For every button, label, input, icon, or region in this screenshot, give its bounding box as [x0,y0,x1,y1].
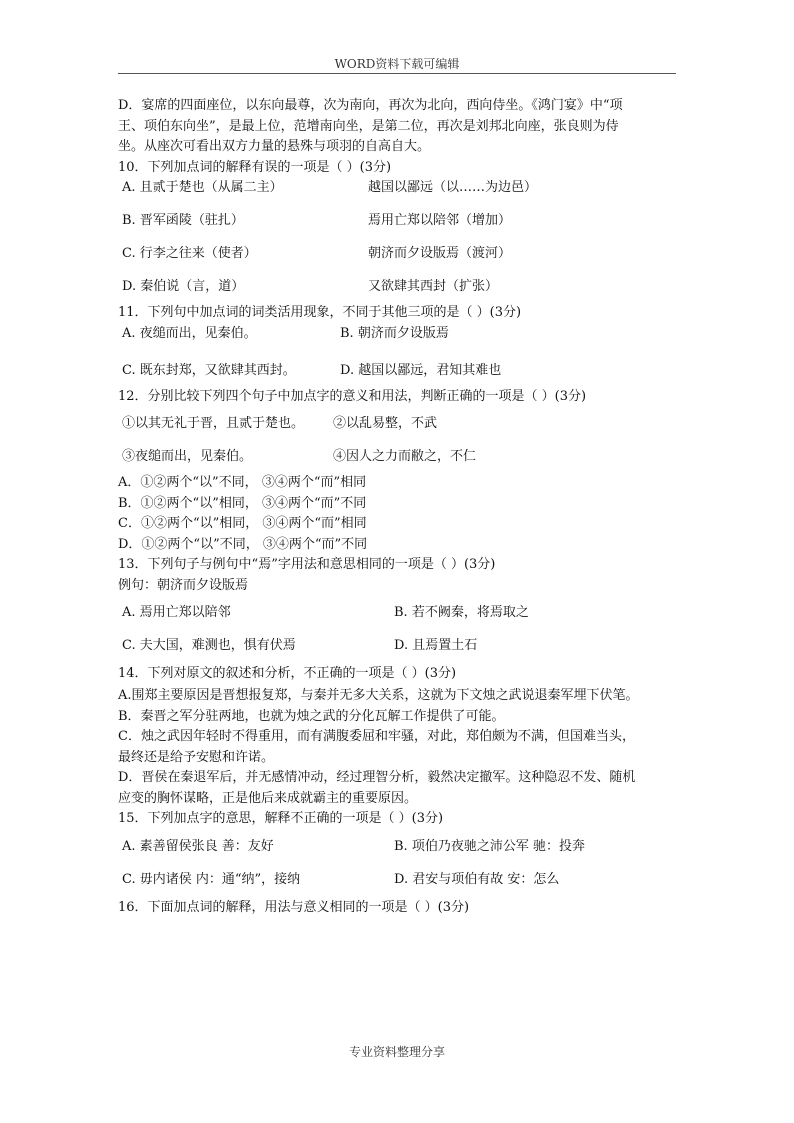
question-12-sentences [118,407,678,440]
option-a: A. 且贰于楚也（从属二主） [122,180,283,195]
question-15-row [118,830,678,863]
question-10-stem: 10．下列加点词的解释有误的一项是（ ）(3分) [118,159,392,175]
option-b-right: 焉用亡郑以陪邻（增加） [368,213,512,228]
option-c: C. 夫大国，难测也，惧有伏焉 [122,638,296,653]
question-15-stem: 15．下列加点字的意思，解释不正确的一项是（ ）(3分) [118,811,444,826]
option-d: D. 君安与项伯有故 安：怎么 [394,871,560,887]
question-10-row [118,270,678,303]
question-14-stem: 14．下列对原文的叙述和分析，不正确的一项是（ ）(3分) [118,666,457,681]
question-12-stem: 12．分别比较下列四个句子中加点字的意义和用法，判断正确的一项是（ ）(3分) [118,388,587,404]
option-c-right: 朝济而夕设版焉（渡河） [368,246,512,261]
question-11-row [118,354,678,387]
question-10-row [118,237,678,270]
page-footer: 专业资料整理分享 [348,1045,445,1059]
option-a: A. 焉用亡郑以陪邻 [122,605,231,620]
option-d-continued: 应变的胸怀谋略，正是他后来成就霸主的重要原因。 [118,790,418,806]
page-header: WORD资料下载可编辑 [334,57,460,71]
option-d: D. 秦伯说（言，道） [122,279,245,294]
para-d-line: 王、项伯东向坐”，是最上位，范增南向坐，是第二位，再次是刘邦北向座，张良则为侍 [118,118,619,134]
header-divider [118,73,676,74]
option-c: C．烛之武因年轻时不得重用，而有满腹委屈和牢骚，对此，郑伯颇为不满，但国难当头， [118,729,635,744]
question-13-stem: 13．下列句子与例句中“焉”字用法和意思相同的一项是（ ）(3分) [118,557,496,572]
option-b: B. 朝济而夕设版焉 [340,325,449,341]
option-a: A．①②两个“以”不同， ③④两个“而”相同 [118,475,367,490]
option-b: B. 若不阙秦，将焉取之 [394,605,529,620]
option-a: A. 夜缒而出，见秦伯。 [122,325,257,341]
option-c: C．①②两个“以”相同， ③④两个“而”相同 [118,516,367,531]
option-d: D. 且焉置土石 [394,638,478,653]
question-13-example: 例句：朝济而夕设版焉 [118,577,249,593]
question-13-row [118,596,678,629]
para-d-line: D．宴席的四面座位，以东向最尊，次为南向，再次为北向，西向侍坐。《鸿门宴》中“项 [118,98,623,113]
question-12-sentences [118,440,678,473]
document-body [118,96,678,920]
option-d: D．晋侯在秦退军后，并无感情冲动，经过理智分析，毅然决定撤军。这种隐忍不发、随机 [118,770,636,785]
option-b: B．秦晋之军分驻两地，也就为烛之武的分化瓦解工作提供了可能。 [118,708,505,724]
option-a-right: 越国以鄙远（以……为边邑） [368,180,538,195]
option-b: B．①②两个“以”相同， ③④两个“而”不同 [118,495,367,511]
question-13-row [118,629,678,662]
sentence-3: ③夜缒而出，见秦伯。 [122,449,253,464]
question-11-stem: 11．下列句中加点词的词类活用现象，不同于其他三项的是（ ）(3分) [118,305,522,320]
option-c: C. 毋内诸侯 内：通“纳”，接纳 [122,871,301,887]
option-d-right: 又欲肆其西封（扩张） [368,279,499,294]
option-d: D. 越国以鄙远，君知其难也 [340,362,502,378]
para-d-line: 坐。从座次可看出双方力量的悬殊与项羽的自高自大。 [118,139,431,154]
question-10-row [118,178,678,204]
sentence-2: ②以乱易整，不武 [333,416,438,431]
option-c-continued: 最终还是给予安慰和许诺。 [118,749,275,765]
question-11-row [118,324,678,354]
option-b: B. 晋军函陵（驻扎） [122,213,244,228]
question-16-stem: 16．下面加点词的解释，用法与意义相同的一项是（ ）(3分) [118,899,470,915]
option-c: C. 行李之往来（使者） [122,246,257,261]
sentence-4: ④因人之力而敝之，不仁 [333,449,477,464]
option-a: A.围郑主要原因是晋想报复郑，与秦并无多大关系，这就为下文烛之武说退秦军埋下伏笔。 [118,688,639,703]
option-b: B. 项伯乃夜驰之沛公军 驰：投奔 [394,838,585,854]
question-15-row [118,863,678,896]
option-a: A. 素善留侯张良 善：友好 [122,838,274,854]
question-10-row [118,204,678,237]
option-c: C. 既东封郑，又欲肆其西封。 [122,362,296,378]
sentence-1: ①以其无礼于晋，且贰于楚也。 [122,416,305,431]
option-d: D．①②两个“以”不同， ③④两个“而”不同 [118,536,368,552]
